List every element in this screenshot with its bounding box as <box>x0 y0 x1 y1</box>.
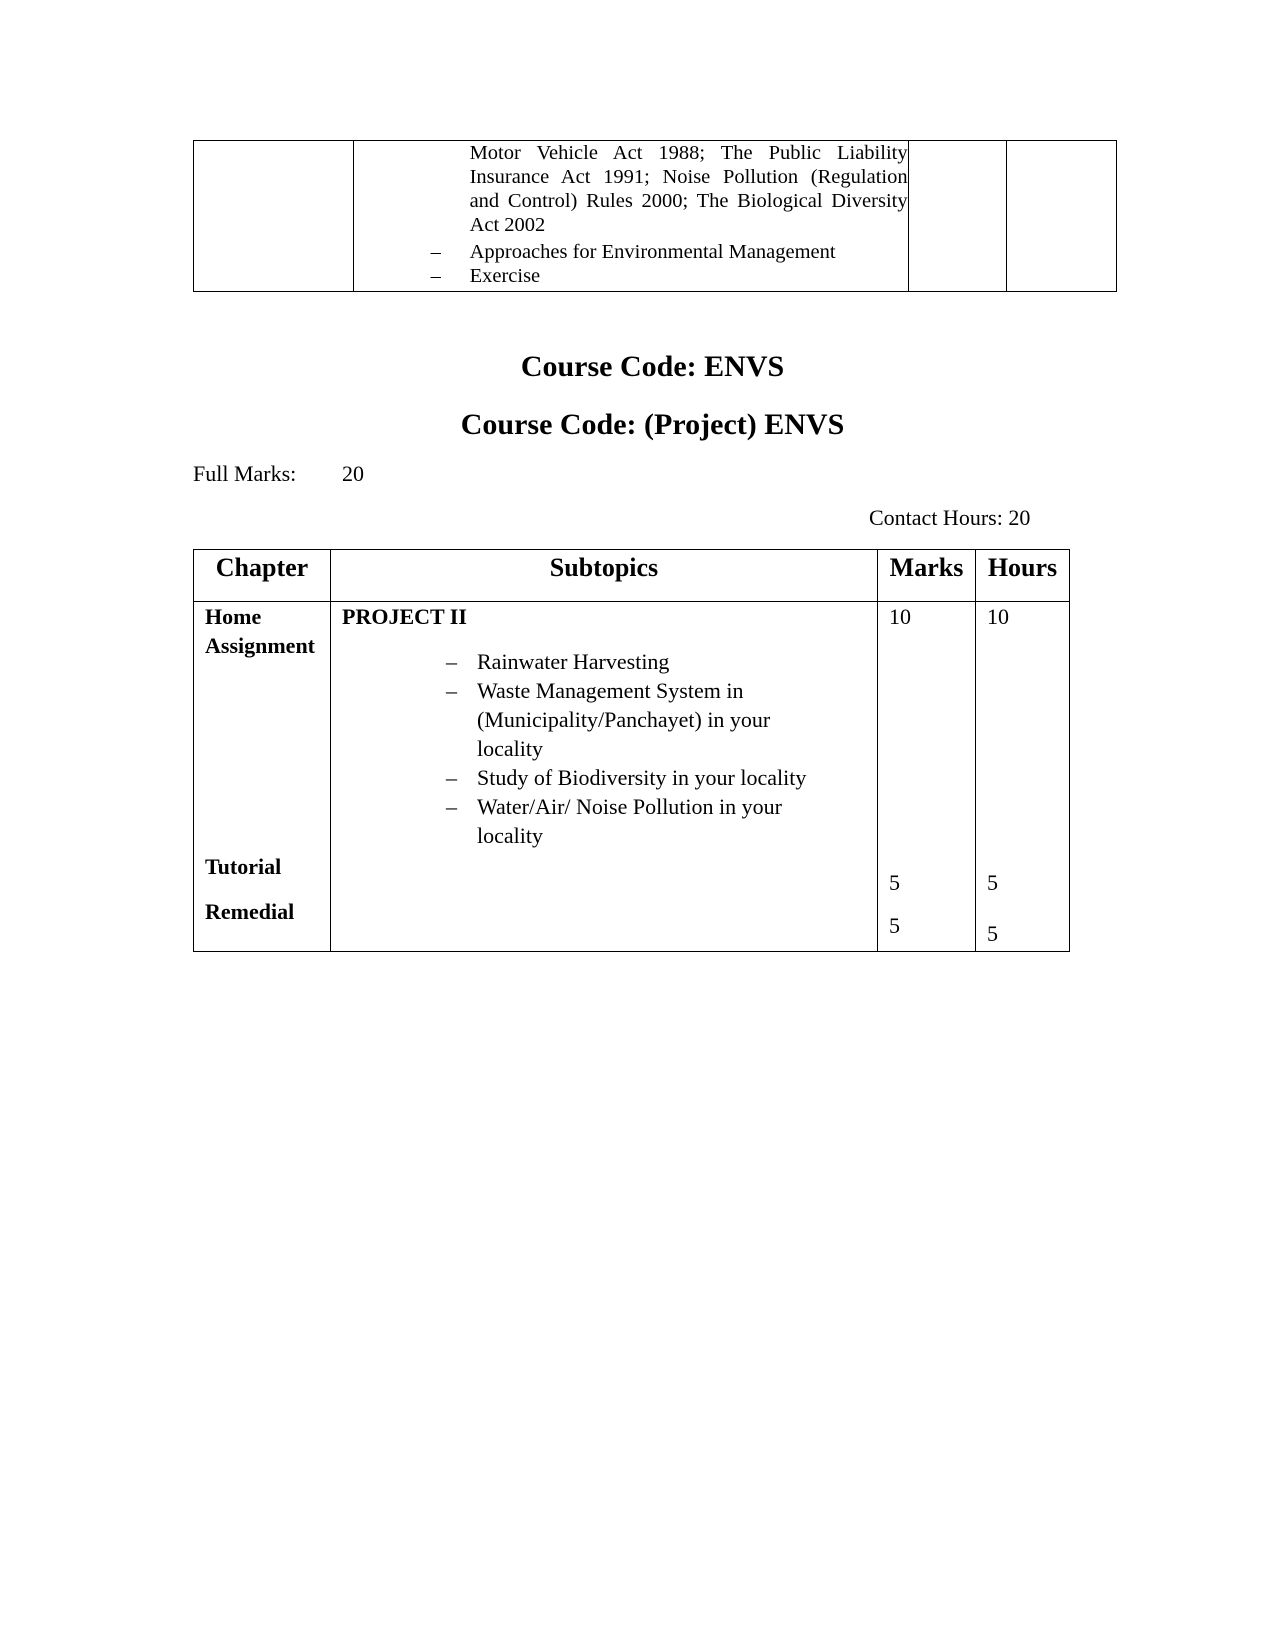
full-marks-value: 20 <box>342 461 364 486</box>
continuation-chapter-cell <box>194 141 354 292</box>
marks-cell <box>878 602 976 952</box>
continuation-line: Motor Vehicle Act 1988; The Public Liability <box>469 142 908 164</box>
dash-bullet: – <box>446 765 457 790</box>
subtopics-list <box>342 647 877 850</box>
dash-bullet: – <box>430 241 441 263</box>
dash-bullet: – <box>446 678 457 703</box>
continuation-item-text: Approaches for Environmental Management <box>469 241 836 263</box>
marks-remedial: 5 <box>889 913 900 938</box>
continuation-list-item <box>354 240 908 264</box>
marks-tutorial: 5 <box>889 870 900 895</box>
subtopics-cell <box>331 602 878 952</box>
project-code-heading: Course Code: (Project) ENVS <box>460 408 845 441</box>
subtopic-text: Study of Biodiversity in your locality <box>477 765 807 790</box>
continuation-line: Act 2002 <box>469 214 546 236</box>
full-marks-label: Full Marks: <box>193 461 297 486</box>
subtopic-text: Water/Air/ Noise Pollution in your locality <box>477 794 782 848</box>
header-hours: Hours <box>976 550 1070 602</box>
dash-bullet: – <box>446 794 457 819</box>
course-table <box>193 549 1070 952</box>
hours-cell <box>976 602 1070 952</box>
list-item <box>342 676 877 763</box>
chapter-remedial: Remedial <box>205 899 295 924</box>
full-marks <box>193 461 364 487</box>
chapter-assignment: Assignment <box>205 633 316 658</box>
continuation-row <box>194 141 1117 292</box>
table-row <box>194 602 1070 952</box>
continuation-item-text: Exercise <box>469 265 541 287</box>
continuation-marks-cell <box>908 141 1007 292</box>
dash-bullet: – <box>430 265 441 287</box>
hours-tutorial: 5 <box>987 870 998 895</box>
continuation-line: Insurance Act 1991; Noise Pollution (Regulation <box>469 166 908 188</box>
continuation-list-item <box>354 264 908 288</box>
contact-hours: Contact Hours: 20 <box>869 505 1031 530</box>
chapter-home: Home <box>205 604 262 629</box>
header-marks: Marks <box>878 550 976 602</box>
hours-remedial: 5 <box>987 921 998 946</box>
chapter-cell <box>194 602 331 952</box>
continuation-subtopics-cell <box>353 141 908 292</box>
dash-bullet: – <box>446 649 457 674</box>
header-chapter: Chapter <box>194 550 331 602</box>
continuation-paragraph <box>470 141 908 237</box>
continuation-line: and Control) Rules 2000; The Biological Diversity <box>469 190 908 212</box>
list-item <box>342 647 877 676</box>
marks-home: 10 <box>889 604 911 629</box>
list-item <box>342 763 877 792</box>
continuation-table <box>193 140 1117 292</box>
subtopic-text: Rainwater Harvesting <box>477 649 670 674</box>
subtopic-text: Waste Management System in (Municipality/Panchayet) in your locality <box>477 678 771 761</box>
header-subtopics: Subtopics <box>331 550 878 602</box>
project-title: PROJECT II <box>342 604 467 629</box>
table-header-row <box>194 550 1070 602</box>
continuation-hours-cell <box>1007 141 1117 292</box>
hours-home: 10 <box>987 604 1009 629</box>
chapter-tutorial: Tutorial <box>205 854 282 879</box>
course-code-heading: Course Code: ENVS <box>520 350 785 383</box>
list-item <box>342 792 877 850</box>
